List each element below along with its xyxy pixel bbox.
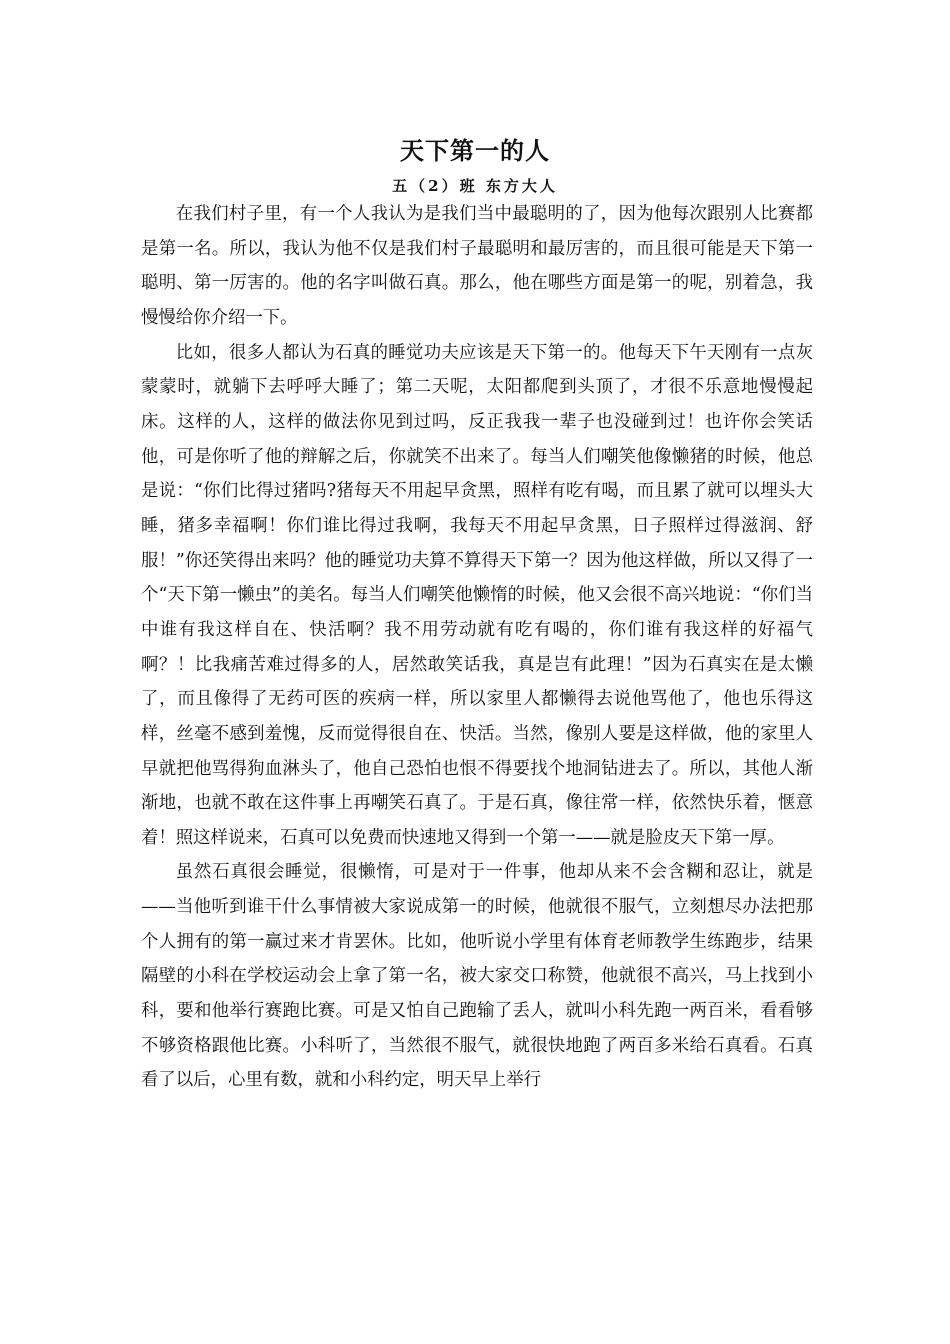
paragraph-1: 在我们村子里，有一个人我认为是我们当中最聪明的了，因为他每次跟别人比赛都是第一名。所以，我认为他不仅是我们村子最聪明和最厉害的，而且很可能是天下第一聪明、第一厉害的。他的名字叫做石真。那么，他在哪些方面是第一的呢，别着急，我慢慢给你介绍一下。: [141, 204, 813, 328]
paragraph-2: 比如，很多人都认为石真的睡觉功夫应该是天下第一的。他每天下午天刚有一点灰蒙蒙时，就躺下去呼呼大睡了；第二天呢，太阳都爬到头顶了，才很不乐意地慢慢起床。这样的人，这样的做法你见到过吗，反正我我一辈子也没碰到过！也许你会笑话他，可是你听了他的辩解之后，你就笑不出来了。每当人们嘲笑他像懒猪的时候，他总是说：“你们比得过猪吗?猪每天不用起早贪黑，照样有吃有喝，而且累了就可以埋头大睡，猪多幸福啊！你们谁比得过我啊，我每天不用起早贪黑，日子照样过得滋润、舒服！”你还笑得出来吗？他的睡觉功夫算不算得天下第一？因为他这样做，所以又得了一个“天下第一懒虫”的美名。每当人们嘲笑他懒惰的时候，他又会很不高兴地说：“你们当中谁有我这样自在、快活啊？我不用劳动就有吃有喝的，你们谁有我这样的好福气啊？！比我痛苦难过得多的人，居然敢笑话我，真是岂有此理！”因为石真实在是太懒了，而且像得了无药可医的疾病一样，所以家里人都懒得去说他骂他了，他也乐得这样，丝毫不感到羞愧，反而觉得很自在、快活。当然，像别人要是这样做，他的家里人早就把他骂得狗血淋头了，他自己恐怕也恨不得要找个地洞钻进去了。所以，其他人渐渐地，也就不敢在这件事上再嘲笑石真了。于是石真，像往常一样，依然快乐着，惬意着！照这样说来，石真可以免费而快速地又得到一个第一——就是脸皮天下第一厚。: [141, 342, 813, 848]
essay-body: [141, 197, 813, 1098]
document-title: 天下第一的人: [400, 137, 550, 165]
paragraph-3: 虽然石真很会睡觉，很懒惰，可是对于一件事，他却从来不会含糊和忍让，就是——当他听到谁干什么事情被大家说成第一的时候，他就很不服气，立刻想尽办法把那个人拥有的第一赢过来才肯罢休。比如，他听说小学里有体育老师教学生练跑步，结果隔壁的小科在学校运动会上拿了第一名，被大家交口称赞，他就很不高兴，马上找到小科，要和他举行赛跑比赛。可是又怕自己跑输了丢人，就叫小科先跑一两百米，看看够不够资格跟他比赛。小科听了，当然很不服气，就很快地跑了两百多米给石真看。石真看了以后，心里有数，就和小科约定，明天早上举行: [141, 862, 813, 1091]
author-byline: 五（2）班 东方大人: [392, 177, 558, 195]
